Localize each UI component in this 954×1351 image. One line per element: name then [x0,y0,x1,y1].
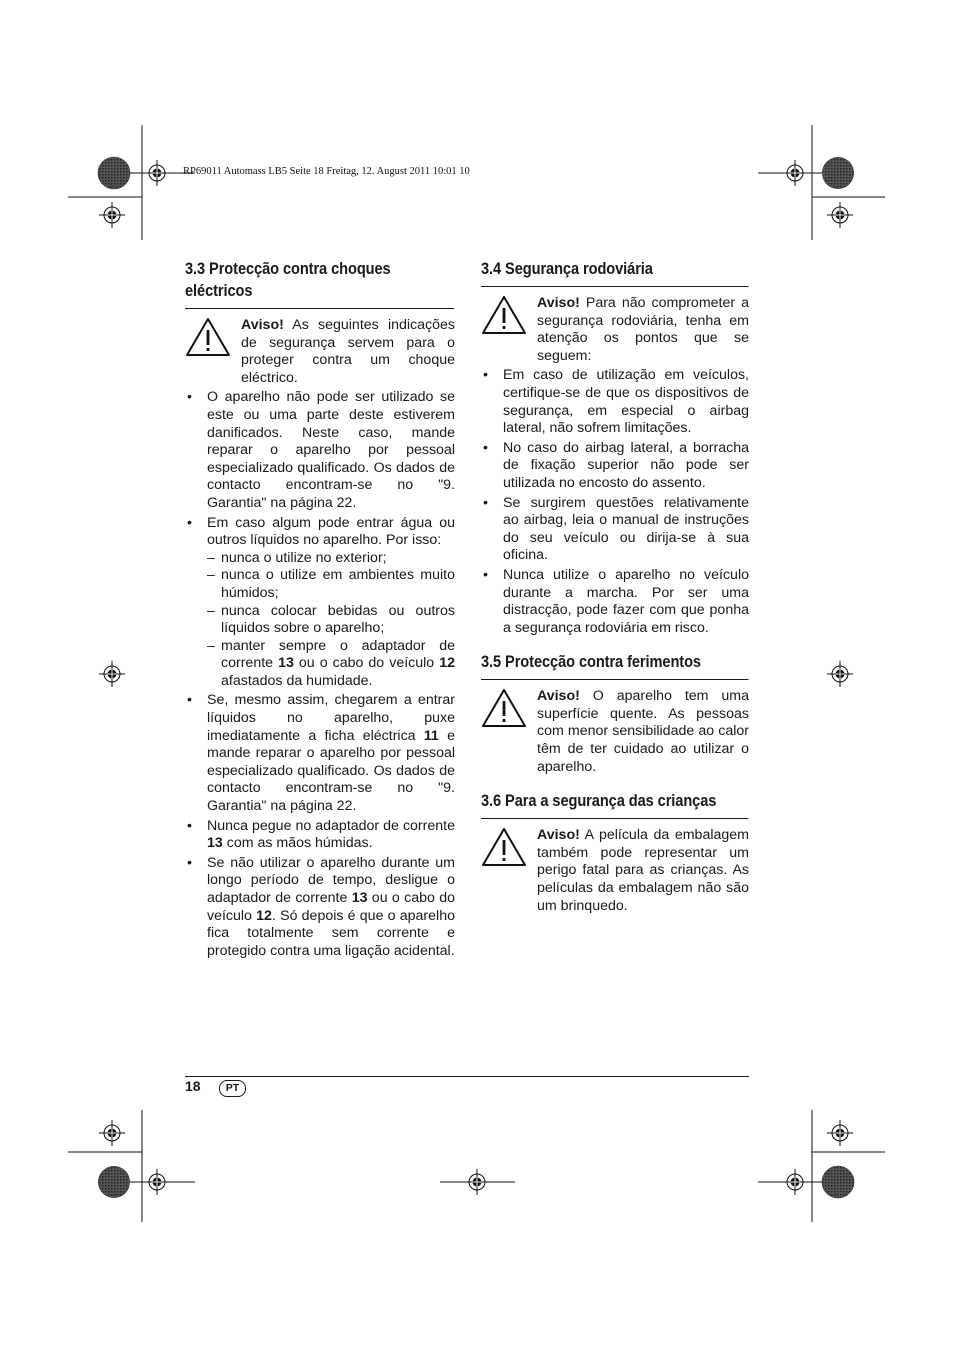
right-column [481,258,749,917]
section-title: 3.6 Para a segurança das crianças [481,790,748,819]
section-title: 3.3 Protecção contra choques eléctricos [185,258,454,309]
warning-block [481,827,749,915]
list-item: • Nunca utilize o aparelho no veículo durante a marcha. Por ser uma distracção, pode fazer com que ponha a segurança rodoviária em risco. [481,567,749,637]
warning-block [185,317,455,387]
section-title: 3.5 Protecção contra ferimentos [481,651,748,680]
section-3-3 [185,258,455,960]
bullet-list [185,389,455,960]
section-title: 3.4 Segurança rodoviária [481,258,748,287]
text-run: ou o cabo do veículo [293,655,440,672]
warning-triangle-icon [481,295,527,335]
part-number: 13 [278,655,294,672]
text-run: afastados da humidade. [221,672,373,689]
print-header: RP69011 Automass LB5 Seite 18 Freitag, 12. August 2011 10:01 10 [183,166,470,177]
list-item-text: Em caso algum pode entrar água ou outros líquidos no aparelho. Por isso: [207,514,455,549]
section-3-5 [481,651,749,776]
text-run: Se, mesmo assim, chegarem a entrar líquidos no aparelho, puxe imediatamente a ficha eléctrica [207,692,455,744]
part-number: 12 [256,907,272,924]
text-run: com as mãos húmidas. [222,835,373,852]
text-run: . Só depois é que o aparelho fica totalmente sem corrente e protegido contra uma ligação acidental. [207,907,455,959]
warning-triangle-icon [185,317,231,357]
list-item [185,818,455,853]
warning-label: Aviso! [537,295,580,311]
dash-item: – nunca colocar bebidas ou outros líquidos sobre o aparelho; [207,603,455,638]
warning-text: A película da embalagem também pode representar um perigo fatal para as crianças. As películas da embalagem não são um brinquedo. [537,827,749,914]
warning-text: Para não comprometer a segurança rodoviária, tenha em atenção os pontos que se seguem: [537,295,749,364]
warning-label: Aviso! [537,688,580,705]
list-item: • No caso do airbag lateral, a borracha de fixação superior não pode ser utilizada no encosto do assento. [481,440,749,493]
bullet-list [481,367,749,637]
page-number: 18 [185,1078,201,1094]
list-item [185,855,455,961]
dash-item: – nunca o utilize no exterior; [207,550,455,568]
text-run: manter sempre o adaptador de corrente [221,637,455,672]
dash-item: – nunca o utilize em ambientes muito húmidos; [207,567,455,602]
list-item: • Em caso de utilização em veículos, certifique-se de que os dispositivos de segurança, em especial o airbag lateral, não sofrem limitações. [481,367,749,437]
part-number: 13 [351,890,368,906]
warning-block [481,688,749,776]
list-item: • Se surgirem questões relativamente ao airbag, leia o manual de instruções do seu veículo ou dirija-se à sua oficina. [481,495,749,565]
warning-label: Aviso! [241,317,284,333]
part-number: 13 [207,835,223,852]
warning-text: O aparelho tem uma superfície quente. As pessoas com menor sensibilidade ao calor têm de ter cuidado ao utilizar o aparelho. [537,688,749,775]
section-3-4 [481,258,749,637]
warning-triangle-icon [481,688,527,728]
section-3-6 [481,790,749,915]
part-number: 11 [423,727,439,744]
warning-text: As seguintes indicações de segurança servem para o proteger contra um choque eléctrico. [241,317,455,386]
warning-label: Aviso! [537,827,580,844]
text-run: Se não utilizar o aparelho durante um longo período de tempo, desligue o adaptador de corrente [207,854,455,906]
dash-list [207,550,455,691]
text-run: ou o cabo do veículo [207,890,455,924]
language-badge: PT [219,1080,246,1097]
part-number: 12 [439,655,455,672]
dash-item [207,638,455,691]
text-run: Nunca pegue no adaptador de corrente [207,817,455,834]
left-column [185,258,455,962]
footer-divider [185,1076,749,1077]
text-run: e mande reparar o aparelho por pessoal especializado qualificado. Os dados de contacto encontram-se no "9. Garantia" na página 22. [207,727,455,815]
list-item: • O aparelho não pode ser utilizado se este ou uma parte deste estiverem danificados. Neste caso, mande reparar o aparelho por pessoal especializado qualificado. Os dados de contacto encontram-se no "9. Garantia" na página 22. [185,389,455,512]
list-item [185,692,455,815]
warning-block [481,295,749,365]
warning-triangle-icon [481,827,527,867]
list-item [185,515,455,691]
